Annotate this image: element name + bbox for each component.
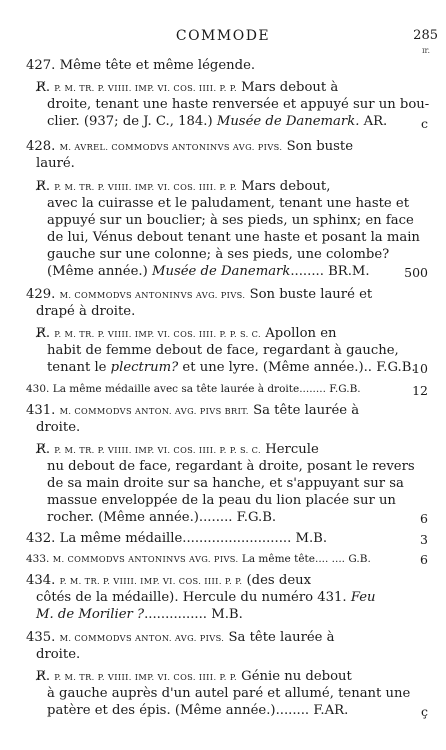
description-text: massue enveloppée de la peau du lion placée sur un [47, 493, 396, 508]
entry-line [26, 630, 335, 646]
collection-code: BR.M. [328, 264, 370, 279]
entry-text: La même médaille avec sa tête laurée à droite [52, 383, 300, 395]
collection-code: M.B. [295, 531, 328, 546]
description-text: Mars debout à [241, 80, 339, 95]
head-description: droite. [36, 647, 81, 662]
entry-line [26, 403, 359, 419]
entry-head: Même tête et même légende. [59, 58, 256, 73]
head-description: Son buste [286, 139, 354, 154]
entry-line [26, 139, 353, 155]
page-number: 285 [413, 28, 438, 43]
collection-code: M.B. [211, 607, 243, 622]
reverse-mark: R̸. [36, 80, 51, 95]
description-text [47, 264, 370, 279]
description-span: tenant le [47, 360, 107, 375]
collection-code: F.G.B. [376, 360, 416, 375]
description-text: habit de femme debout de face, regardant à gauche, [47, 343, 399, 358]
obverse-legend: M. COMMODVS ANTONINVS AVG. PIVS. [59, 290, 246, 300]
reverse-legend: P. M. TR. P. VIIII. IMP. VI. COS. IIII. P. P. S. C. [54, 445, 262, 455]
description-span: côtés de la médaille). Hercule du numéro 431. [36, 590, 347, 605]
reverse-line [36, 179, 330, 195]
entry-line [26, 58, 255, 73]
plectrum-word: plectrum? [110, 360, 179, 375]
description-text [47, 510, 276, 525]
entry-line [26, 531, 327, 546]
reverse-line [36, 442, 319, 458]
description-text [47, 703, 348, 718]
description-text: avec la cuirasse et le paludament, tenant une haste et [47, 196, 410, 211]
collection-code: G.B. [348, 553, 371, 565]
entry-line [26, 287, 372, 303]
dot-leader: ........ [299, 383, 326, 395]
reverse-mark: R̸. [36, 179, 51, 194]
entry-number: 434. [26, 573, 56, 588]
entry-text: La même tête.... [241, 553, 329, 565]
description-span: rocher. (Même année.) [47, 510, 199, 525]
entry-line [26, 382, 361, 397]
description-span: clier. (937; de J. C., 184.) [47, 114, 213, 129]
description-span: Hercule [265, 442, 319, 457]
obverse-legend: M. AVREL. COMMODVS ANTONINVS AVG. PIVS. [59, 142, 283, 152]
entry-number: 429. [26, 287, 56, 302]
description-span: (Même année.) [47, 264, 148, 279]
reverse-legend: P. M. TR. P. VIIII. IMP. VI. COS. IIII. P. P. [54, 672, 237, 682]
description-text: appuyé sur un bouclier; à ses pieds, un sphinx; en face [47, 213, 414, 228]
head-description: droite. [36, 420, 81, 435]
description-text: droite, tenant une haste renversée et appuyé sur un bou- [47, 97, 430, 112]
rarity-value: c [420, 116, 428, 131]
description-text: de lui, Vénus debout tenant une haste et posant la main [47, 230, 420, 245]
reverse-mark: R̸. [36, 442, 51, 457]
metal: AR. [363, 114, 388, 129]
collection-code: F.G.B. [329, 383, 361, 395]
dot-leader: ........ [275, 703, 310, 718]
collection-code: F.AR. [313, 703, 349, 718]
running-head: COMMODE [175, 28, 271, 44]
collection-code: F.G.B. [236, 510, 277, 525]
entry-text: La même médaille [59, 531, 183, 546]
description-text [47, 114, 387, 129]
rarity-value: 12 [412, 383, 428, 398]
rarity-value: ç [420, 704, 428, 719]
reverse-legend: P. M. TR. P. VIIII. IMP. VI. COS. IIII. P. P. [54, 182, 237, 192]
museum-name: Musée de Danemark [151, 264, 291, 279]
dot-leader: ............... [144, 607, 207, 622]
owner-name: M. de Morilier ? [36, 607, 145, 622]
reverse-line [36, 669, 352, 685]
entry-number: 431. [26, 403, 56, 418]
dot-leader: ........ [290, 264, 324, 279]
dot-leader: .... [331, 553, 346, 565]
rarity-value: 10 [412, 361, 428, 376]
rarity-value: 6 [420, 511, 428, 526]
head-description: Sa tête laurée à [228, 630, 335, 645]
description-span: Mars debout, [241, 179, 331, 194]
rarity-value: 3 [420, 532, 428, 547]
entry-number: 430. [26, 383, 50, 395]
entry-number: 432. [26, 531, 56, 546]
rarity-value: 6 [420, 552, 428, 567]
reverse-mark: R̸. [36, 669, 51, 684]
description-span: Génie nu debout [241, 669, 352, 684]
description-text: de sa main droite sur sa hanche, et s'appuyant sur sa [47, 476, 404, 491]
description-span: patère et des épis. (Même année.) [47, 703, 276, 718]
head-description: lauré. [36, 156, 75, 171]
head-description: Sa tête laurée à [253, 403, 360, 418]
entry-number: 435. [26, 630, 56, 645]
dot-leader: ........ [198, 510, 233, 525]
description-span: Apollon en [265, 326, 337, 341]
reverse-line [36, 80, 338, 96]
signature-mark: ɪr. [421, 46, 430, 55]
rarity-value: 500 [404, 265, 428, 280]
obverse-legend: M. COMMODVS ANTON. AVG. PIVS. [59, 633, 225, 643]
description-text: nu debout de face, regardant à droite, posant le revers [47, 459, 415, 474]
head-description: Son buste lauré et [249, 287, 373, 302]
reverse-mark: R̸. [36, 326, 51, 341]
entry-number: 428. [26, 139, 56, 154]
obverse-legend: M. COMMODVS ANTONINVS AVG. PIVS. [52, 554, 239, 564]
description-span: (des deux [246, 573, 312, 588]
entry-line [26, 573, 311, 589]
reverse-line [36, 326, 337, 342]
reverse-legend: P. M. TR. P. VIIII. IMP. VI. COS. IIII. P. P. [59, 576, 243, 586]
head-description: drapé à droite. [36, 304, 136, 319]
obverse-legend: M. COMMODVS ANTON. AVG. PIVS BRIT. [59, 406, 249, 416]
reverse-legend: P. M. TR. P. VIIII. IMP. VI. COS. IIII. P. P. [54, 83, 237, 93]
entry-line [26, 552, 371, 567]
entry-number: 427. [26, 58, 56, 73]
entry-number: 433. [26, 553, 50, 565]
museum-name: Musée de Danemark. [216, 114, 360, 129]
feu-word: Feu [350, 590, 376, 605]
description-text: à gauche auprès d'un autel paré et allumé, tenant une [47, 686, 411, 701]
description-text: gauche sur une colonne; à ses pieds, une colombe? [47, 247, 390, 262]
dot-leader: .......................... [182, 531, 292, 546]
reverse-legend: P. M. TR. P. VIIII. IMP. VI. COS. IIII. P. P. S. C. [54, 329, 262, 339]
description-text [36, 590, 376, 605]
description-text [47, 360, 416, 375]
description-text [36, 607, 243, 622]
description-span: et une lyre. (Même année.).. [182, 360, 372, 375]
